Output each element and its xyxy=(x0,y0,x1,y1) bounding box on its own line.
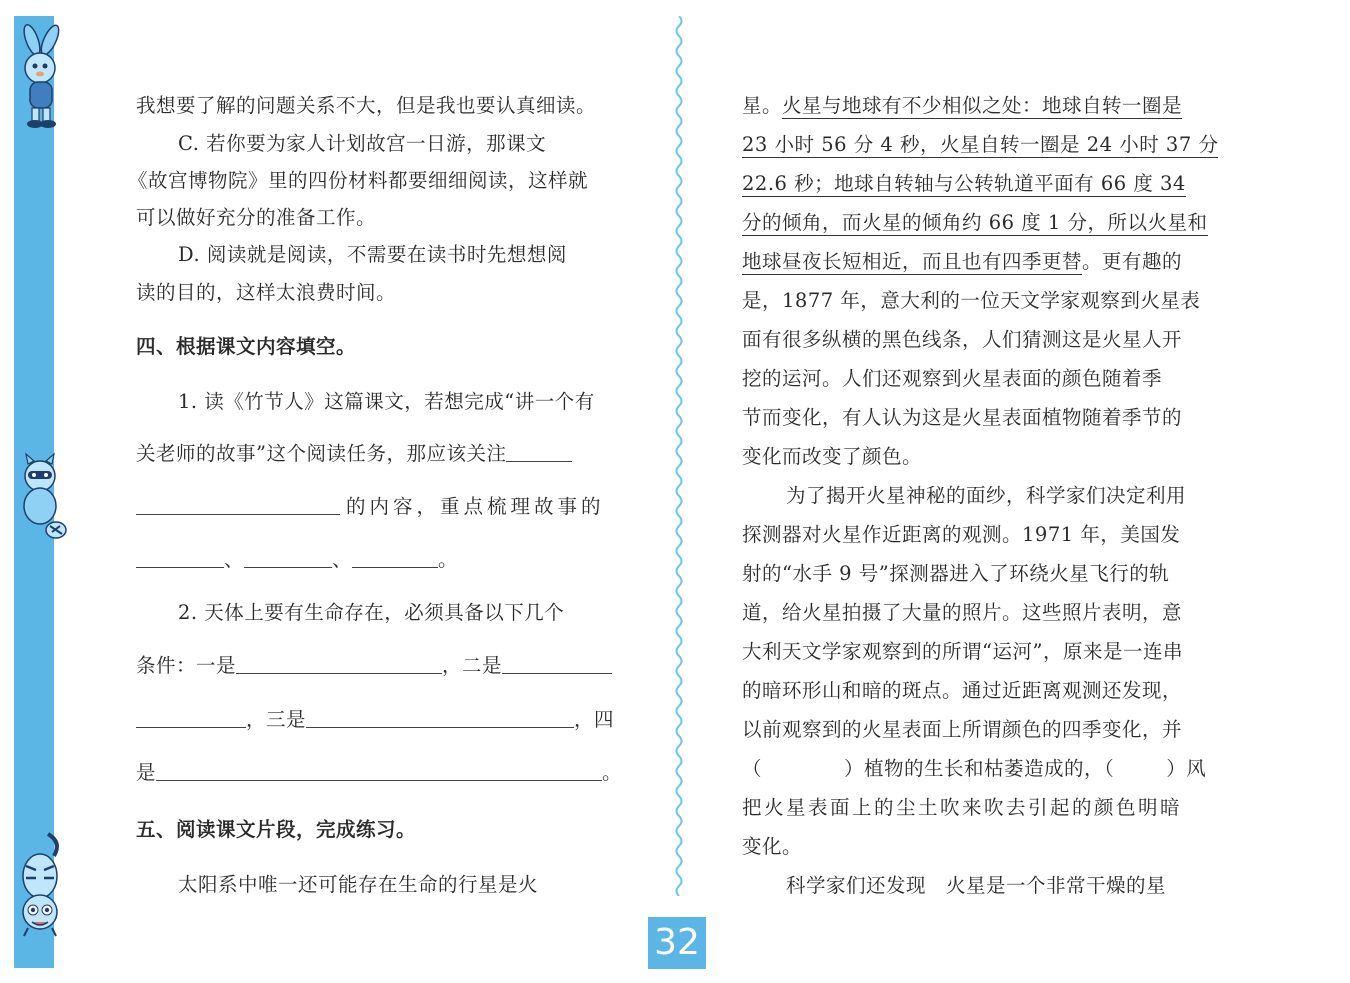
text-line: 科学家们还发现 火星是一个非常干燥的星 xyxy=(786,874,1167,897)
text-line: 大利天文学家观察到的所谓“运河”，原来是一连串 xyxy=(742,640,1183,663)
text-line xyxy=(136,758,622,788)
text-line: 我想要了解的问题关系不大，但是我也要认真细读。 xyxy=(136,94,597,117)
tiger-mascot-icon xyxy=(10,832,70,942)
underlined-text: 22.6 秒；地球自转轴与公转轨道平面有 66 度 34 xyxy=(742,172,1186,195)
text-span: ）风 xyxy=(1166,757,1207,780)
fill-blank[interactable] xyxy=(136,495,340,515)
text-line xyxy=(742,208,1208,238)
question-1: 1. 读《竹节人》这篇课文，若想完成“讲一个有 xyxy=(178,390,595,413)
fill-blank[interactable] xyxy=(244,548,332,568)
text-span: ，二是 xyxy=(442,654,503,677)
page-divider xyxy=(672,16,686,896)
text-span: 关老师的故事”这个阅读任务，那应该关注 xyxy=(136,442,507,465)
underlined-text: 地球昼夜长短相近，而且也有四季更替 xyxy=(742,250,1083,273)
fill-blank[interactable] xyxy=(306,708,574,728)
text-span: ，三是 xyxy=(246,708,307,731)
text-line xyxy=(742,247,1182,277)
text-span: 的内容，重点梳理故事的 xyxy=(346,495,605,518)
text-line xyxy=(136,492,605,522)
text-line xyxy=(136,705,614,735)
rabbit-mascot-icon xyxy=(10,22,70,132)
text-line: 以前观察到的火星表面上所谓颜色的四季变化，并 xyxy=(742,718,1183,741)
text-line: 探测器对火星作近距离的观测。1971 年，美国发 xyxy=(742,523,1181,546)
text-line xyxy=(742,169,1186,199)
separator: 、 xyxy=(332,548,353,571)
fill-blank[interactable] xyxy=(352,548,438,568)
text-span: ）植物的生长和枯萎造成的，（ xyxy=(844,757,1115,780)
fill-blank[interactable] xyxy=(236,654,442,674)
separator: 、 xyxy=(224,548,245,571)
text-line: 读的目的，这样太浪费时间。 xyxy=(136,281,397,304)
underlined-text: 火星与地球有不少相似之处：地球自转一圈是 xyxy=(782,94,1183,117)
page-number: 32 xyxy=(648,917,706,969)
period: 。 xyxy=(602,761,623,784)
text-line: 为了揭开火星神秘的面纱，科学家们决定利用 xyxy=(786,484,1187,507)
bracket-open: （ xyxy=(742,757,763,780)
text-line: 变化。 xyxy=(742,835,803,858)
question-2: 2. 天体上要有生命存在，必须具备以下几个 xyxy=(178,601,565,624)
option-c: C. 若你要为家人计划故宫一日游，那课文 xyxy=(178,132,547,155)
text-line: 的暗环形山和暗的斑点。通过近距离观测还发现， xyxy=(742,679,1183,702)
fill-blank[interactable] xyxy=(136,548,224,568)
fill-blank[interactable] xyxy=(506,442,572,462)
text-span: 星。 xyxy=(742,94,783,117)
text-line xyxy=(742,130,1218,160)
text-line: 射的“水手 9 号”探测器进入了环绕火星飞行的轨 xyxy=(742,562,1170,585)
fill-blank[interactable] xyxy=(136,708,246,728)
fill-blank[interactable] xyxy=(502,654,612,674)
text-line: 节而变化，有人认为这是火星表面植物随着季节的 xyxy=(742,406,1183,429)
underlined-text: 23 小时 56 分 4 秒，火星自转一圈是 24 小时 37 分 xyxy=(742,133,1219,156)
text-line: 挖的运河。人们还观察到火星表面的颜色随着季 xyxy=(742,367,1163,390)
text-line: 是，1877 年，意大利的一位天文学家观察到火星表 xyxy=(742,289,1201,312)
text-line: 面有很多纵横的黑色线条，人们猜测这是火星人开 xyxy=(742,328,1183,351)
text-line: 可以做好充分的准备工作。 xyxy=(136,206,377,229)
section-heading-5: 五、阅读课文片段，完成练习。 xyxy=(136,818,417,841)
text-line: 道，给火星拍摄了大量的照片。这些照片表明，意 xyxy=(742,601,1183,624)
text-span: ，四 xyxy=(574,708,615,731)
text-line xyxy=(136,651,612,681)
raccoon-mascot-icon xyxy=(10,452,70,544)
section-heading-4: 四、根据课文内容填空。 xyxy=(136,335,357,358)
fill-blank[interactable] xyxy=(156,761,602,781)
text-line xyxy=(136,439,572,469)
text-line: 把火星表面上的尘土吹来吹去引起的颜色明暗 xyxy=(742,796,1183,819)
text-span: 。更有趣的 xyxy=(1082,250,1183,273)
text-line xyxy=(136,545,458,575)
period: 。 xyxy=(438,548,459,571)
text-line: 《故宫博物院》里的四份材料都要细细阅读，这样就 xyxy=(128,169,589,192)
text-line: 变化而改变了颜色。 xyxy=(742,445,923,468)
text-line xyxy=(742,91,1182,121)
text-line: 太阳系中唯一还可能存在生命的行星是火 xyxy=(178,873,539,896)
text-line xyxy=(742,754,1206,784)
option-d: D. 阅读就是阅读，不需要在读书时先想想阅 xyxy=(178,243,567,266)
underlined-text: 分的倾角，而火星的倾角约 66 度 1 分，所以火星和 xyxy=(742,211,1208,234)
text-span: 条件：一是 xyxy=(136,654,237,677)
text-span: 是 xyxy=(136,761,157,784)
